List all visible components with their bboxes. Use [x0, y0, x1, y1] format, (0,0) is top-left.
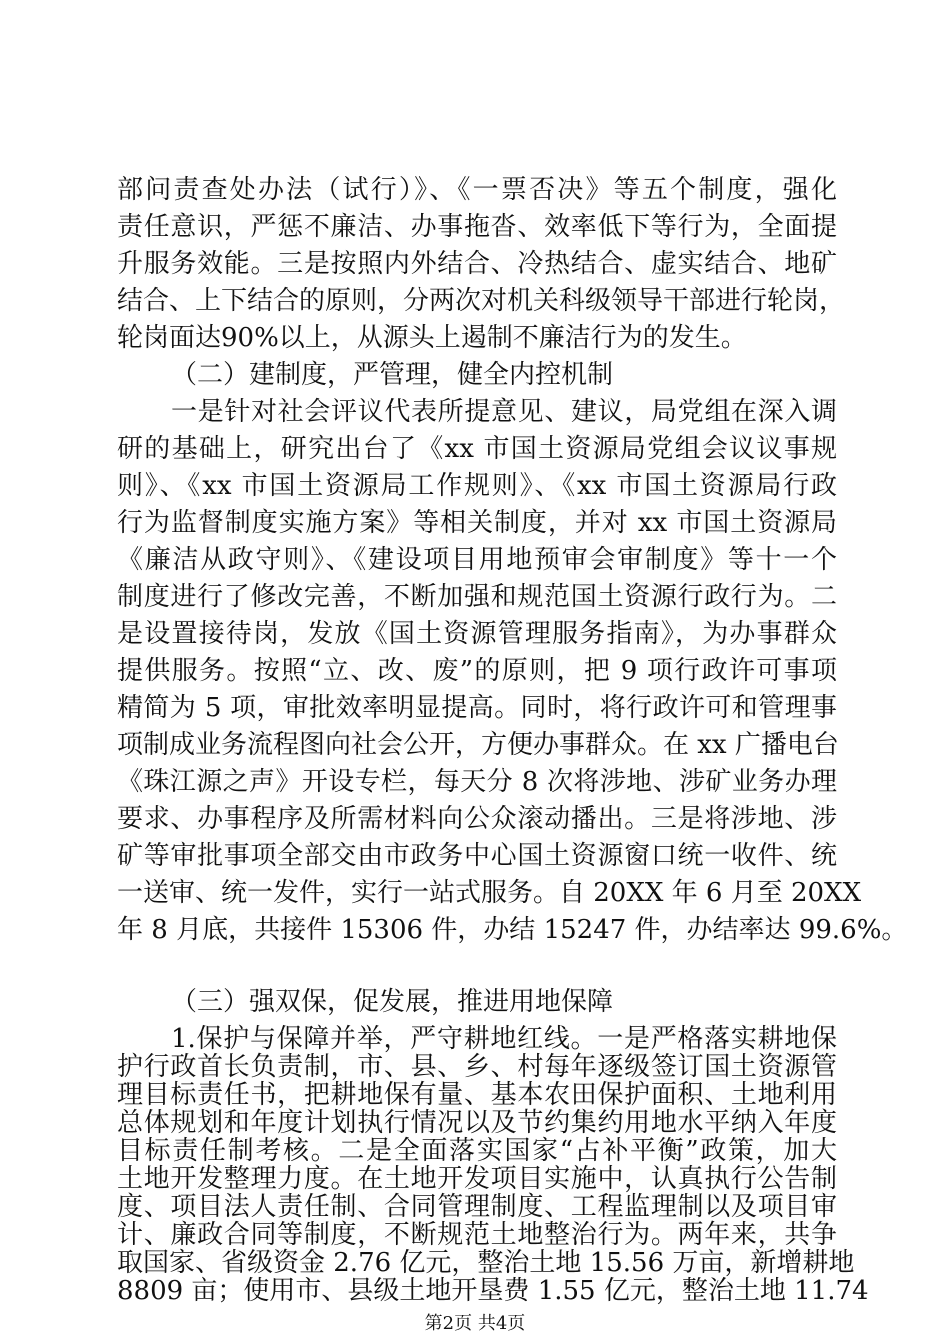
text-line: 理目标责任书，把耕地保有量、基本农田保护面积、土地利用: [117, 1080, 837, 1110]
text-line: 年 8 月底，共接件 15306 件，办结 15247 件，办结率达 99.6%。: [117, 915, 908, 945]
text-line: 护行政首长负责制，市、县、乡、村每年逐级签订国土资源管: [117, 1052, 837, 1082]
text-line: 升服务效能。三是按照内外结合、冷热结合、虚实结合、地矿: [117, 249, 837, 279]
text-line: 提供服务。按照“立、改、废”的原则，把 9 项行政许可事项: [117, 656, 837, 686]
text-line: 是设置接待岗，发放《国土资源管理服务指南》，为办事群众: [117, 619, 837, 649]
text-line: 8809 亩；使用市、县级土地开垦费 1.55 亿元，整治土地 11.74: [117, 1276, 869, 1306]
section-heading: （二）建制度，严管理，健全内控机制: [171, 360, 614, 390]
text-line: 《珠江源之声》开设专栏，每天分 8 次将涉地、涉矿业务办理: [117, 767, 837, 797]
text-line: 取国家、省级资金 2.76 亿元，整治土地 15.56 万亩，新增耕地: [117, 1248, 855, 1278]
text-line: 则》、《xx 市国土资源局工作规则》、《xx 市国土资源局行政: [117, 471, 837, 501]
page-number: 第2页 共4页: [424, 1313, 526, 1334]
text-line: 要求、办事程序及所需材料向公众滚动播出。三是将涉地、涉: [117, 804, 837, 834]
section-heading: （三）强双保，促发展，推进用地保障: [171, 987, 614, 1017]
text-line: 矿等审批事项全部交由市政务中心国土资源窗口统一收件、统: [117, 841, 837, 871]
text-line: 1.保护与保障并举，严守耕地红线。一是严格落实耕地保: [171, 1024, 837, 1054]
text-line: 总体规划和年度计划执行情况以及节约集约用地水平纳入年度: [117, 1108, 837, 1138]
text-line: 度、项目法人责任制、合同管理制度、工程监理制以及项目审: [117, 1192, 837, 1222]
text-line: 一送审、统一发件，实行一站式服务。自 20XX 年 6 月至 20XX: [117, 878, 862, 908]
text-line: 责任意识，严惩不廉洁、办事拖沓、效率低下等行为，全面提: [117, 212, 837, 242]
text-line: 制度进行了修改完善，不断加强和规范国土资源行政行为。二: [117, 582, 837, 612]
text-line: 《廉洁从政守则》、《建设项目用地预审会审制度》等十一个: [117, 545, 837, 575]
text-line: 部问责查处办法（试行）》、《一票否决》等五个制度，强化: [117, 175, 837, 205]
text-line: 轮岗面达90%以上，从源头上遏制不廉洁行为的发生。: [117, 323, 747, 353]
text-line: 行为监督制度实施方案》等相关制度，并对 xx 市国土资源局: [117, 508, 837, 538]
text-line: 项制成业务流程图向社会公开，方便办事群众。在 xx 广播电台: [117, 730, 839, 760]
text-line: 目标责任制考核。二是全面落实国家“占补平衡”政策，加大: [117, 1136, 837, 1166]
text-line: 计、廉政合同等制度，不断规范土地整治行为。两年来，共争: [117, 1220, 837, 1250]
text-line: 结合、上下结合的原则，分两次对机关科级领导干部进行轮岗，: [117, 286, 846, 316]
text-line: 研的基础上，研究出台了《xx 市国土资源局党组会议议事规: [117, 434, 837, 464]
text-line: 土地开发整理力度。在土地开发项目实施中，认真执行公告制: [117, 1164, 837, 1194]
text-line: 一是针对社会评议代表所提意见、建议，局党组在深入调: [171, 397, 837, 427]
text-line: 精简为 5 项，审批效率明显提高。同时，将行政许可和管理事: [117, 693, 837, 723]
